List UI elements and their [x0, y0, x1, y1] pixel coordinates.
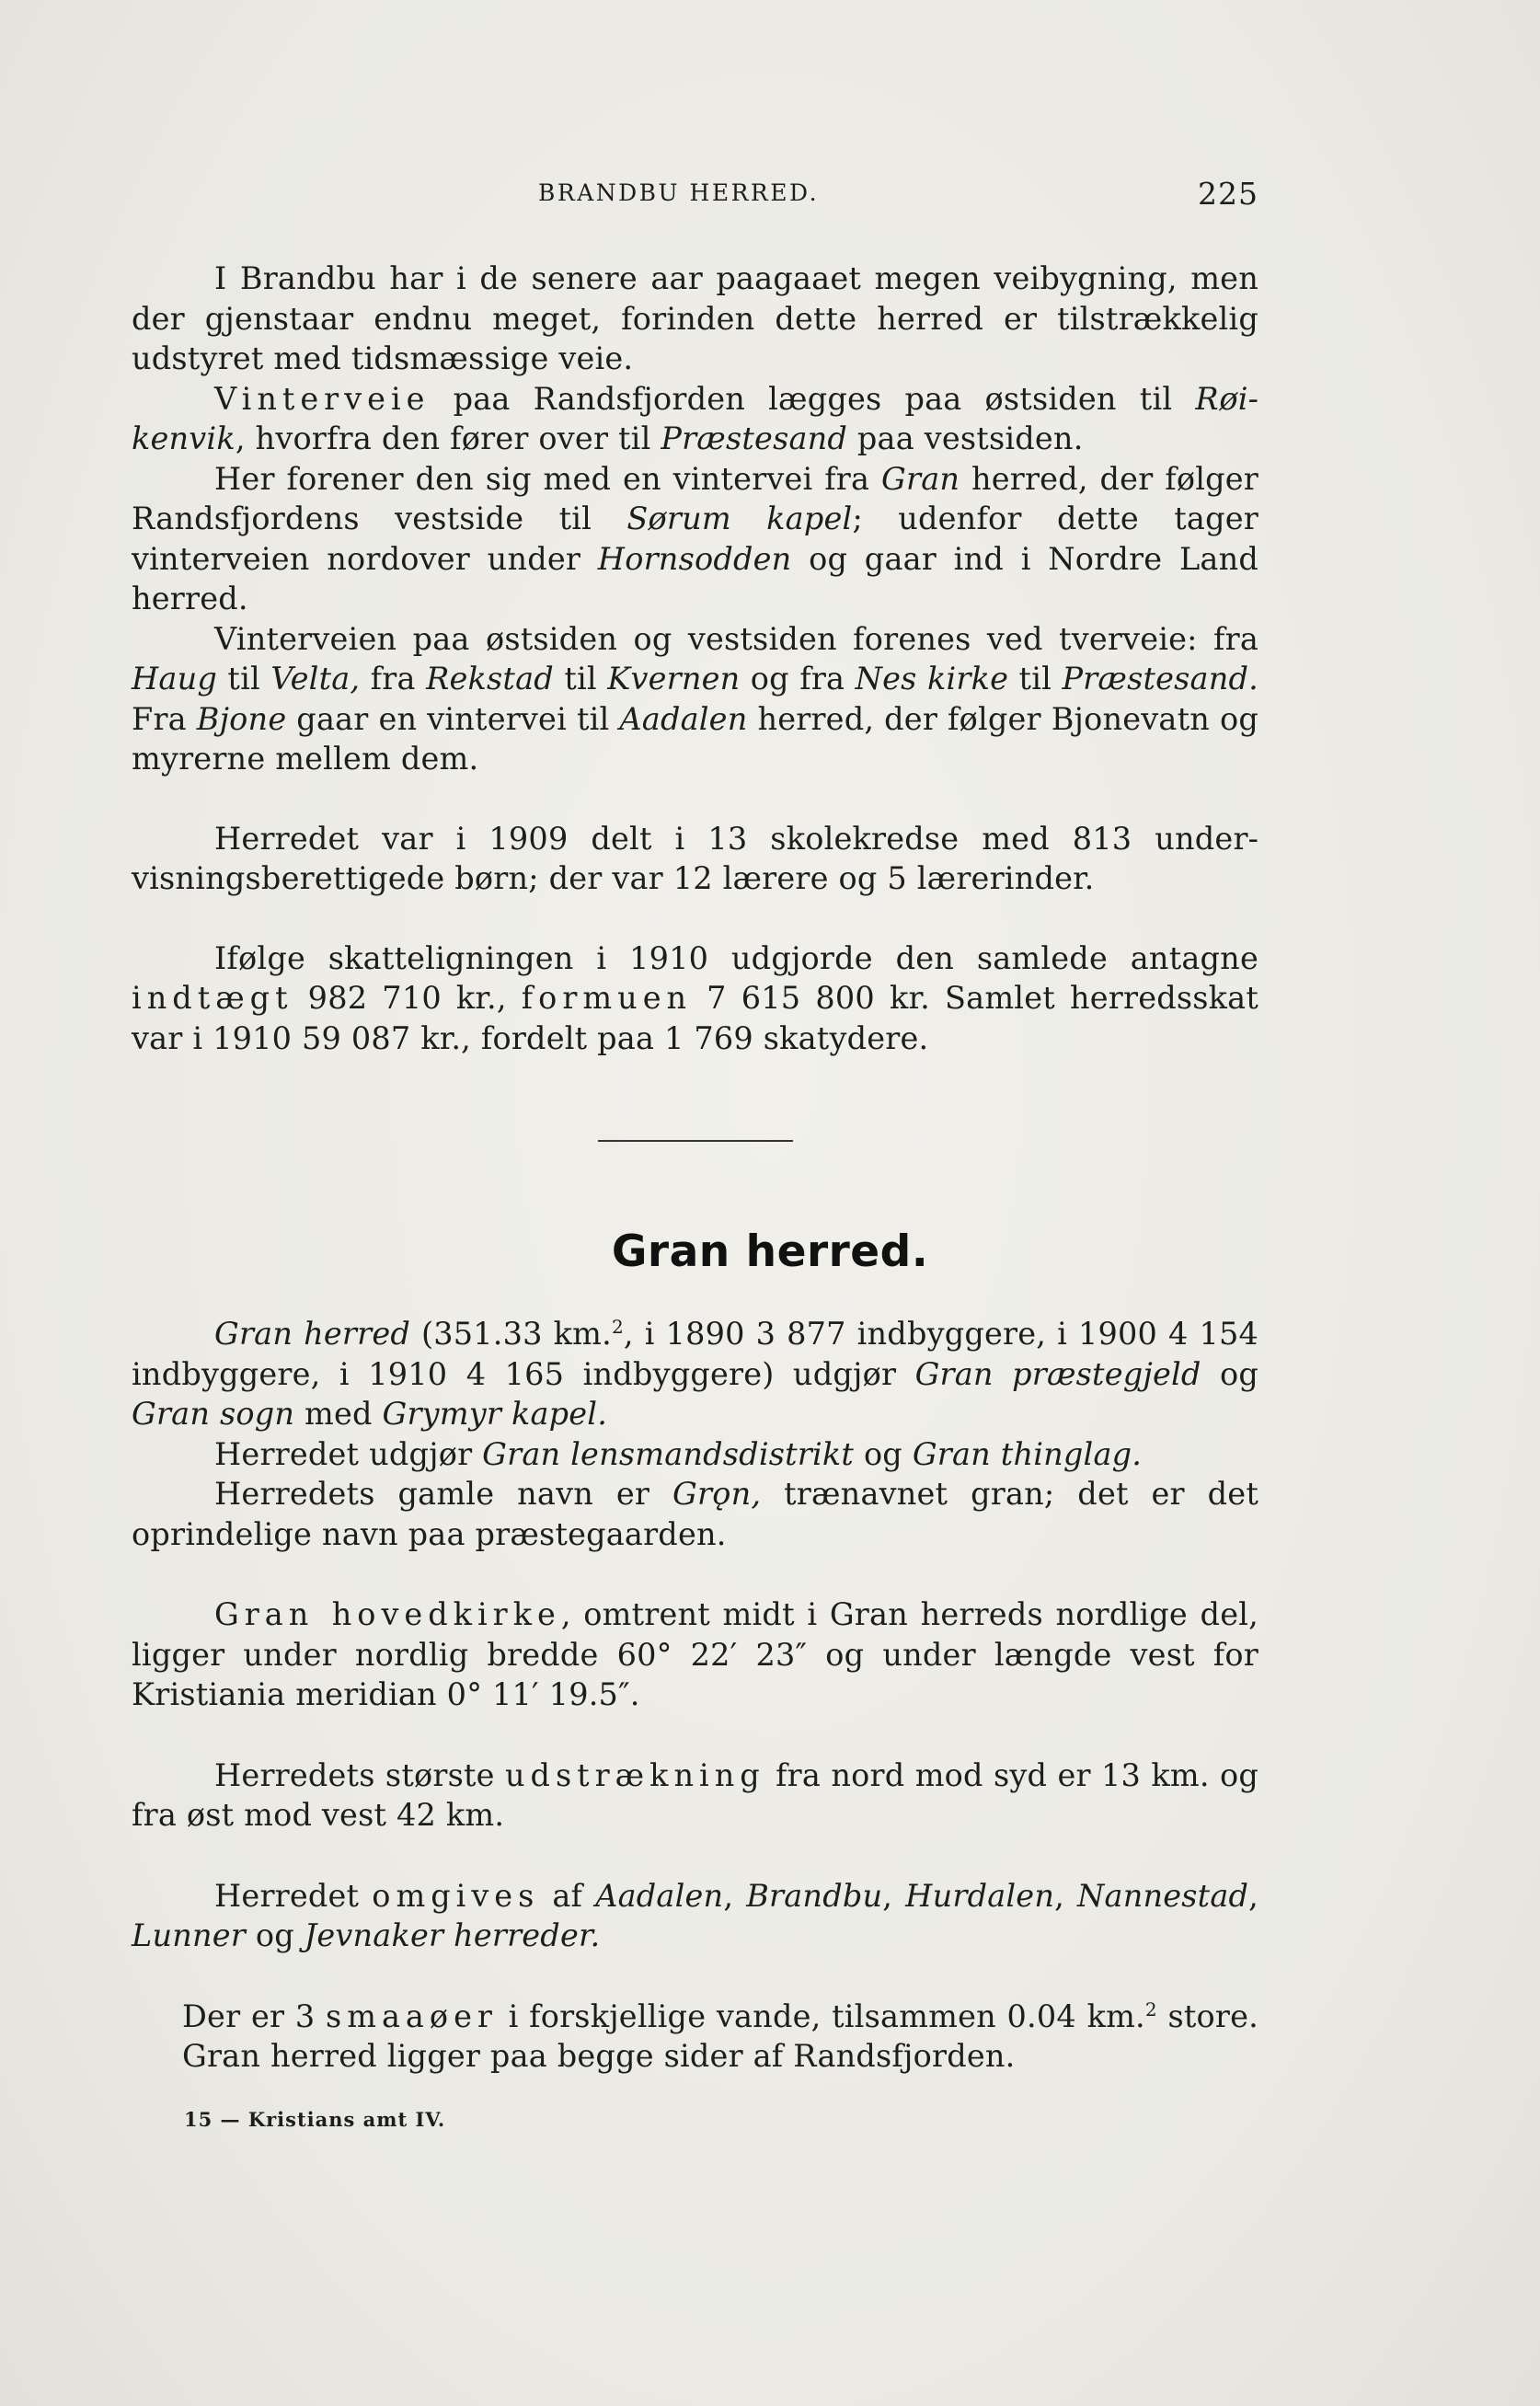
- paragraph-old-name: Herredets gamle navn er Grǫn, trænavnet gran; det er det oprindelige navn paa præstegaarden.: [132, 1476, 1258, 1552]
- paragraph-islands: Der er 3 smaaøer i forskjellige vande, tilsammen 0.04 km.$^2$ store. Gran herred ligger paa begge sider af Randsfjorden.: [182, 1997, 1259, 2074]
- page-header: [132, 176, 1258, 216]
- running-head: BRANDBU HERRED.: [538, 179, 820, 206]
- paragraph-main-church: Gran hovedkirke, omtrent midt i Gran herreds nordlige del, ligger under nordlig bredde 60° 22′ 23″ og under længde vest for Kristiania meridian 0° 11′ 19.5″.: [132, 1596, 1258, 1712]
- paragraph-schools: Herredet var i 1909 delt i 13 skolekredse med 813 undervisningsberettigede børn; der var 12 lærere og 5 lærerinder.: [132, 820, 1258, 896]
- paragraph-cross-roads: Vinterveien paa østsiden og vestsiden forenes ved tverveie: fra Haug til Velta, fra Rekstad til Kvernen og fra Nes kirke til Præstesand. Fra Bjone gaar en vintervei til Aadalen herred, der følger Bjonevatn og myrerne mellem dem.: [132, 620, 1258, 777]
- paragraph-road-building: I Brandbu har i de senere aar paagaaet megen veibygning, men der gjenstaar endnu meget, forinden dette herred er tilstrækkelig udstyret med tidsmæssige veie.: [132, 260, 1258, 376]
- paragraph-borders: Herredet omgives af Aadalen, Brandbu, Hurdalen, Nannestad, Lunner og Jevnaker herreder.: [132, 1877, 1259, 1953]
- gran-text-block: [132, 1314, 1258, 2077]
- paragraph-gran-overview: Gran herred (351.33 km.$^2$, i 1890 3 877 indbyggere, i 1900 4 154 indbyggere, i 1910 4 165 indbyggere) udgjør Gran præstegjeld og Gran sogn med Grymyr kapel.: [132, 1315, 1259, 1432]
- paragraph-districts: Herredet udgjør Gran lensmandsdistrikt og Gran thinglag.: [214, 1435, 1143, 1472]
- section-divider: [598, 1140, 793, 1142]
- page-number: 225: [1198, 176, 1258, 212]
- paragraph-extent: Herredets største udstrækning fra nord mod syd er 13 km. og fra øst mod vest 42 km.: [132, 1756, 1259, 1833]
- signature-mark: 15 — Kristians amt IV.: [184, 2108, 446, 2131]
- section-title: Gran herred.: [611, 1226, 929, 1277]
- paragraph-taxation: Ifølge skatteligningen i 1910 udgjorde den samlede antagne indtægt 982 710 kr., formuen 7 615 800 kr. Samlet herredsskat var i 1910 59 087 kr., fordelt paa 1 769 skatydere.: [132, 939, 1258, 1056]
- paragraph-winter-roads: Vinterveie paa Randsfjorden lægges paa østsiden til Røikenvik, hvorfra den fører over til Præstesand paa vestsiden.: [132, 380, 1258, 456]
- brandbu-text-block: [132, 259, 1258, 1058]
- paragraph-gran-winter-road: Her forener den sig med en vintervei fra Gran herred, der følger Randsfjordens vestside til Sørum kapel; udenfor dette tager vinterveien nordover under Hornsodden og gaar ind i Nordre Land herred.: [132, 460, 1258, 616]
